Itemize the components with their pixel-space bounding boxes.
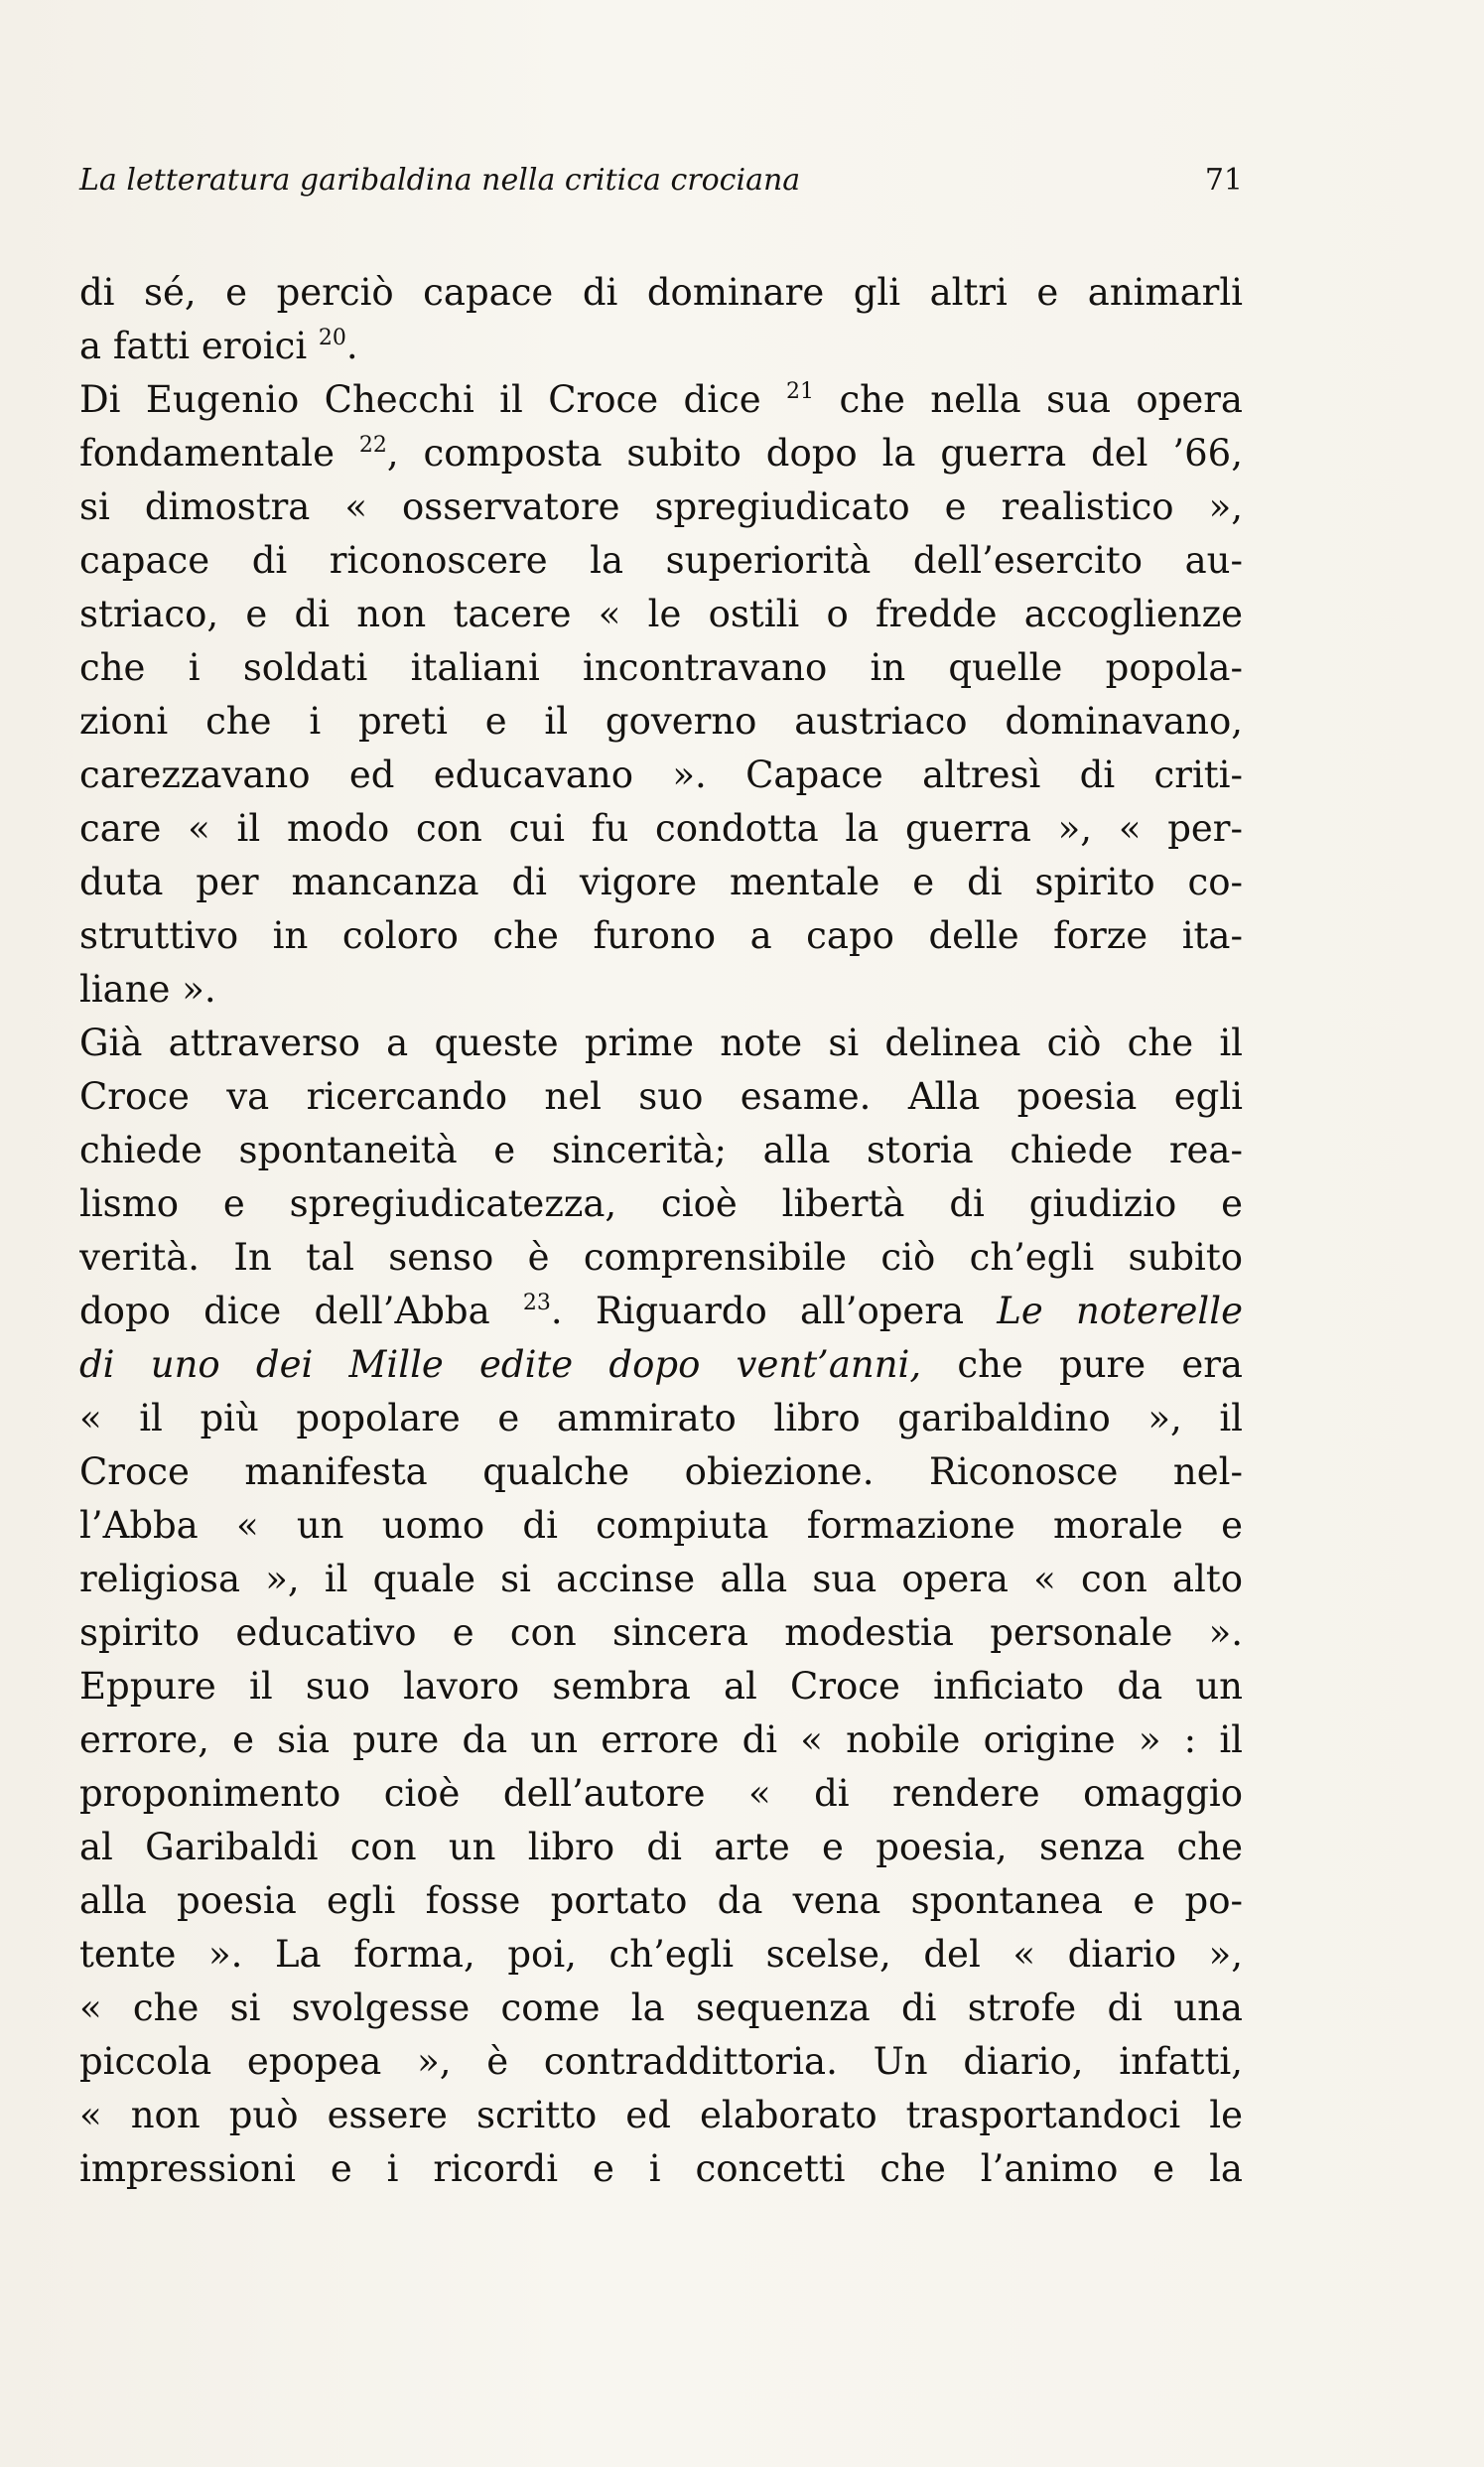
text-segment: « che si svolgesse come la sequenza di strofe di una [79, 1987, 1243, 2029]
text-line [79, 427, 1243, 480]
text-line [79, 1285, 1243, 1338]
footnote-ref: 20 [318, 326, 346, 350]
text-line [79, 856, 1243, 909]
text-segment: tente ». La forma, poi, ch’egli scelse, del « diario », [79, 1933, 1243, 1976]
text-line [79, 1017, 1243, 1070]
text-line [79, 1982, 1243, 2035]
text-line [79, 909, 1243, 963]
page-number: 71 [1204, 163, 1243, 198]
text-segment: care « il modo con cui fu condotta la guerra », « per- [79, 807, 1243, 850]
text-segment: « il più popolare e ammirato libro garibaldino », il [79, 1397, 1243, 1439]
text-line [79, 373, 1243, 427]
text-segment: al Garibaldi con un libro di arte e poesia, senza che [79, 1826, 1243, 1868]
text-line [79, 1713, 1243, 1767]
text-line [79, 1660, 1243, 1713]
text-segment: . Riguardo all’opera [550, 1290, 998, 1332]
text-line [79, 695, 1243, 749]
text-segment: liane ». [79, 968, 216, 1011]
text-line [79, 534, 1243, 588]
text-segment: piccola epopea », è contraddittoria. Un diario, infatti, [79, 2040, 1243, 2083]
text-line [79, 1177, 1243, 1231]
text-line [79, 266, 1243, 320]
text-segment: struttivo in coloro che furono a capo delle forze ita- [79, 914, 1243, 957]
text-segment: religiosa », il quale si accinse alla sua opera « con alto [79, 1558, 1243, 1600]
text-line [79, 1231, 1243, 1285]
italic-title: di uno dei Mille edite dopo vent’anni, [79, 1343, 922, 1386]
text-segment: fondamentale [79, 432, 359, 475]
text-line [79, 1445, 1243, 1499]
text-segment: capace di riconoscere la superiorità dell’esercito au- [79, 539, 1243, 582]
text-line [79, 1553, 1243, 1606]
text-segment: di sé, e perciò capace di dominare gli altri e animarli [79, 271, 1243, 314]
text-line [79, 1928, 1243, 1982]
text-segment: verità. In tal senso è comprensibile ciò ch’egli subito [79, 1236, 1243, 1279]
text-line [79, 1499, 1243, 1553]
text-segment: errore, e sia pure da un errore di « nobile origine » : il [79, 1718, 1243, 1761]
running-head [79, 161, 1243, 201]
running-title: La letteratura garibaldina nella critica crociana [79, 163, 801, 198]
text-line [79, 1821, 1243, 1874]
italic-title: Le noterelle [997, 1290, 1243, 1332]
text-segment: l’Abba « un uomo di compiuta formazione morale e [79, 1504, 1243, 1547]
footnote-ref: 22 [358, 433, 387, 458]
text-line [79, 1874, 1243, 1928]
text-segment: proponimento cioè dell’autore « di rendere omaggio [79, 1772, 1243, 1815]
text-segment: che nella sua opera [814, 378, 1243, 421]
text-segment: carezzavano ed educavano ». Capace altresì di criti- [79, 754, 1243, 796]
text-segment: , composta subito dopo la guerra del ’66, [386, 432, 1243, 475]
text-line [79, 963, 1243, 1017]
footnote-ref: 23 [522, 1291, 551, 1315]
text-line [79, 1338, 1243, 1392]
text-segment: duta per mancanza di vigore mentale e di spirito co- [79, 861, 1243, 903]
text-segment: striaco, e di non tacere « le ostili o fredde accoglienze [79, 593, 1243, 635]
text-segment: che pure era [921, 1343, 1243, 1386]
text-line [79, 1392, 1243, 1445]
text-segment: spirito educativo e con sincera modestia personale ». [79, 1611, 1243, 1654]
footnote-ref: 21 [786, 379, 815, 404]
text-line [79, 1767, 1243, 1821]
text-segment: dopo dice dell’Abba [79, 1290, 523, 1332]
text-line [79, 1124, 1243, 1177]
text-segment: « non può essere scritto ed elaborato trasportandoci le [79, 2094, 1243, 2136]
text-line [79, 1606, 1243, 1660]
text-segment: zioni che i preti e il governo austriaco dominavano, [79, 700, 1243, 743]
text-line [79, 641, 1243, 695]
text-segment: Croce manifesta qualche obiezione. Riconosce nel- [79, 1450, 1243, 1493]
text-line [79, 802, 1243, 856]
text-line [79, 2089, 1243, 2142]
text-segment: alla poesia egli fosse portato da vena spontanea e po- [79, 1879, 1243, 1922]
text-segment: si dimostra « osservatore spregiudicato e realistico », [79, 485, 1243, 528]
text-segment: Eppure il suo lavoro sembra al Croce inficiato da un [79, 1665, 1243, 1708]
text-segment: Già attraverso a queste prime note si delinea ciò che il [79, 1022, 1243, 1064]
text-segment: impressioni e i ricordi e i concetti che l’animo e la [79, 2147, 1243, 2190]
text-line [79, 320, 1243, 373]
text-line [79, 1070, 1243, 1124]
text-segment: Di Eugenio Checchi il Croce dice [79, 378, 787, 421]
text-segment: chiede spontaneità e sincerità; alla storia chiede rea- [79, 1129, 1243, 1171]
text-segment: a fatti eroici [79, 325, 319, 367]
body-text [79, 266, 1243, 2196]
text-segment: Croce va ricercando nel suo esame. Alla poesia egli [79, 1075, 1243, 1118]
text-line [79, 480, 1243, 534]
text-segment: lismo e spregiudicatezza, cioè libertà di giudizio e [79, 1182, 1243, 1225]
text-line [79, 749, 1243, 802]
text-segment: . [345, 325, 358, 367]
text-line [79, 2035, 1243, 2089]
text-line [79, 2142, 1243, 2196]
text-line [79, 588, 1243, 641]
text-segment: che i soldati italiani incontravano in quelle popola- [79, 646, 1243, 689]
